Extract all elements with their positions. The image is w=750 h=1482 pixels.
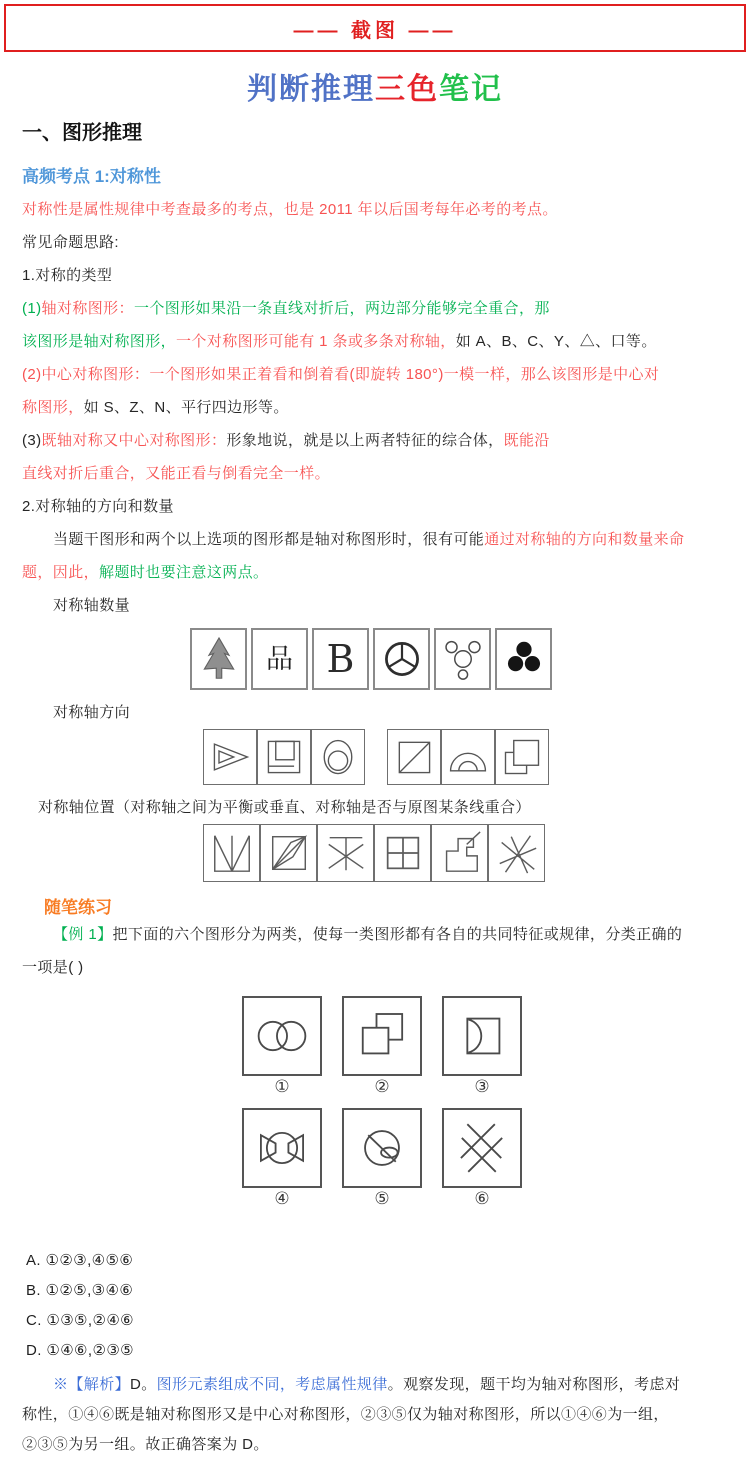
text-segment: 一项是( )	[22, 959, 84, 976]
axis-position-figure	[203, 824, 728, 882]
figure-box	[317, 824, 374, 882]
title-part-red: 三色	[375, 73, 439, 106]
text-segment: ※【解析】	[53, 1376, 131, 1393]
figure-box	[260, 824, 317, 882]
overlapping-squares-icon	[349, 1003, 415, 1069]
text-segment: 1.对称的类型	[22, 267, 113, 284]
body-content	[22, 193, 728, 882]
option-c: C. ①③⑤,②④⑥	[26, 1312, 135, 1329]
text-segment: 题，因此，	[22, 564, 100, 581]
figure-box	[488, 824, 545, 882]
star-cross-lines-icon	[494, 830, 540, 876]
text-segment: 一个图形如果沿一条直线对折后，两边部分能够完全重合，那	[133, 300, 550, 317]
axis-direction-label: 对称轴方向	[53, 704, 131, 721]
figure-group	[203, 729, 365, 785]
example-cell	[342, 1108, 422, 1210]
figure-box	[257, 729, 311, 785]
figure-box	[373, 628, 430, 690]
example-cell	[242, 996, 322, 1098]
figure-number: ①	[274, 1077, 290, 1096]
figure-box	[495, 729, 549, 785]
topic-heading: 高频考点 1:对称性	[22, 167, 161, 186]
pine-tree-icon	[197, 635, 241, 683]
text-segment: 一个对称图形可能有 1 条或多条对称轴，	[176, 333, 456, 350]
example-cell	[442, 996, 522, 1098]
analysis-paragraph	[22, 1370, 728, 1460]
figure-box	[434, 628, 491, 690]
text-segment: 形象地说，就是以上两者特征的综合体，	[226, 432, 504, 449]
figure-number: ③	[474, 1077, 490, 1096]
figure-box	[242, 1108, 322, 1188]
text-segment: 【例 1】	[53, 926, 113, 943]
nested-domes-icon	[446, 735, 490, 779]
option-d: D. ①④⑥,②③⑤	[26, 1342, 135, 1359]
title-part-green: 笔记	[439, 73, 503, 106]
figure-box	[442, 996, 522, 1076]
figure-box	[203, 729, 257, 785]
example-cell	[442, 1108, 522, 1210]
axis-direction-figure	[203, 729, 728, 785]
text-segment: 常见命题思路:	[22, 234, 119, 251]
intro-paragraphs	[22, 193, 728, 589]
circle-chord-ellipse-icon	[349, 1115, 415, 1181]
candy-wrapper-icon	[249, 1115, 315, 1181]
nested-squares-icon	[262, 735, 306, 779]
figure-box	[342, 1108, 422, 1188]
example-figures-row2	[242, 1108, 750, 1210]
square-diagonal-icon	[392, 735, 436, 779]
figure-number: ④	[274, 1189, 290, 1208]
figure-box	[374, 824, 431, 882]
overlapping-circles-icon	[249, 1003, 315, 1069]
text-segment: 把下面的六个图形分为两类，使每一类图形都有各自的共同特征或规律，分类正确的	[112, 926, 683, 943]
figure-box	[312, 628, 369, 690]
text-line	[22, 259, 728, 292]
text-line	[22, 226, 728, 259]
figure-number: ⑤	[374, 1189, 390, 1208]
text-segment: 图形元素组成不同，考虑属性规律	[156, 1376, 388, 1393]
circle-cluster-icon	[441, 636, 485, 682]
figure-box	[190, 628, 247, 690]
figure-box	[495, 628, 552, 690]
figure-box	[431, 824, 488, 882]
text-segment: 该图形是轴对称图形，	[22, 333, 177, 350]
text-line	[22, 391, 728, 424]
nested-triangles-icon	[208, 735, 252, 779]
window-grid-icon	[380, 830, 426, 876]
text-segment: 通过对称轴的方向和数量来命	[484, 531, 685, 548]
text-segment: 直线对折后重合，又能正看与倒看完全一样。	[22, 465, 331, 482]
document-title	[0, 72, 750, 108]
figure-number: ⑥	[474, 1189, 490, 1208]
screenshot-banner	[4, 4, 746, 52]
text-line	[22, 292, 728, 325]
text-segment: 。观察发现，题干均为轴对称图形，考虑对	[387, 1376, 681, 1393]
text-line	[22, 918, 728, 951]
text-segment: 如 S、Z、N、平行四边形等。	[83, 399, 289, 416]
text-line	[22, 424, 728, 457]
example-cell	[342, 996, 422, 1098]
text-segment: 既轴对称又中心对称图形：	[41, 432, 227, 449]
nested-circles-icon	[316, 733, 360, 781]
axis-position-label: 对称轴位置（对称轴之间为平衡或垂直、对称轴是否与原图某条线重合）	[38, 799, 531, 816]
figure-box	[242, 996, 322, 1076]
text-line	[22, 193, 728, 226]
text-segment: 解题时也要注意这两点。	[99, 564, 269, 581]
figure-box	[342, 996, 422, 1076]
figure-number: ②	[374, 1077, 390, 1096]
axis-count-label: 对称轴数量	[53, 597, 131, 614]
figure-group	[387, 729, 549, 785]
figure-box	[203, 824, 260, 882]
text-segment: 既能沿	[503, 432, 550, 449]
text-segment: ②③⑤为另一组。故正确答案为 D。	[22, 1436, 269, 1453]
example-figures-row1	[242, 996, 750, 1098]
letter-b-glyph: B	[326, 637, 355, 681]
mercedes-emblem-icon	[380, 637, 424, 681]
text-line	[22, 358, 728, 391]
banner-text: —— 截图 ——	[293, 19, 457, 42]
text-segment: 2.对称轴的方向和数量	[22, 498, 174, 515]
example-cell	[242, 1108, 322, 1210]
axis-count-figure	[190, 628, 728, 690]
figure-box	[442, 1108, 522, 1188]
overlapping-squares-icon	[500, 735, 544, 779]
figure-box	[251, 628, 308, 690]
text-segment: (3)	[22, 432, 42, 449]
text-line	[22, 490, 728, 523]
practice-heading: 随笔练习	[44, 898, 112, 917]
title-part-blue: 判断推理	[247, 73, 375, 106]
example-question	[22, 918, 728, 984]
figure-box	[441, 729, 495, 785]
text-line	[22, 1400, 728, 1430]
text-line	[22, 1370, 728, 1400]
text-segment: 轴对称图形：	[41, 300, 134, 317]
text-segment: (1)	[22, 300, 42, 317]
text-line	[22, 457, 728, 490]
text-segment: D。	[130, 1376, 157, 1393]
square-arc-icon	[449, 1003, 515, 1069]
text-line	[22, 325, 728, 358]
figure-box	[387, 729, 441, 785]
text-segment: 如 A、B、C、Y、△、口等。	[455, 333, 657, 350]
text-segment: 当题干图形和两个以上选项的图形都是轴对称图形时，很有可能	[53, 531, 485, 548]
v-lines-box-icon	[209, 830, 255, 876]
figure-box	[311, 729, 365, 785]
text-line	[22, 523, 728, 556]
kite-diagonal-icon	[266, 830, 312, 876]
section-heading: 一、图形推理	[22, 122, 142, 144]
club-trefoil-icon	[502, 637, 546, 681]
text-line	[22, 1430, 728, 1460]
l-polygon-diagonal-icon	[437, 830, 483, 876]
text-segment: (2)中心对称图形：一个图形如果正着看和倒着看(即旋转 180°)一模一样，那么该图形是中心对	[22, 366, 660, 383]
pin-character-glyph: 品	[266, 643, 293, 674]
text-line	[22, 556, 728, 589]
option-a: A. ①②③,④⑤⑥	[26, 1252, 134, 1269]
double-x-lines-icon	[449, 1115, 515, 1181]
text-segment: 对称性是属性规律中考查最多的考点，也是 2011 年以后国考每年必考的考点。	[22, 201, 558, 218]
option-b: B. ①②⑤,③④⑥	[26, 1282, 134, 1299]
x-cross-lines-icon	[323, 830, 369, 876]
text-line	[22, 951, 728, 984]
text-segment: 称图形，	[22, 399, 84, 416]
text-segment: 称性，①④⑥既是轴对称图形又是中心对称图形，②③⑤仅为轴对称图形，所以①④⑥为一组，	[22, 1406, 669, 1423]
answer-options	[26, 1246, 750, 1366]
